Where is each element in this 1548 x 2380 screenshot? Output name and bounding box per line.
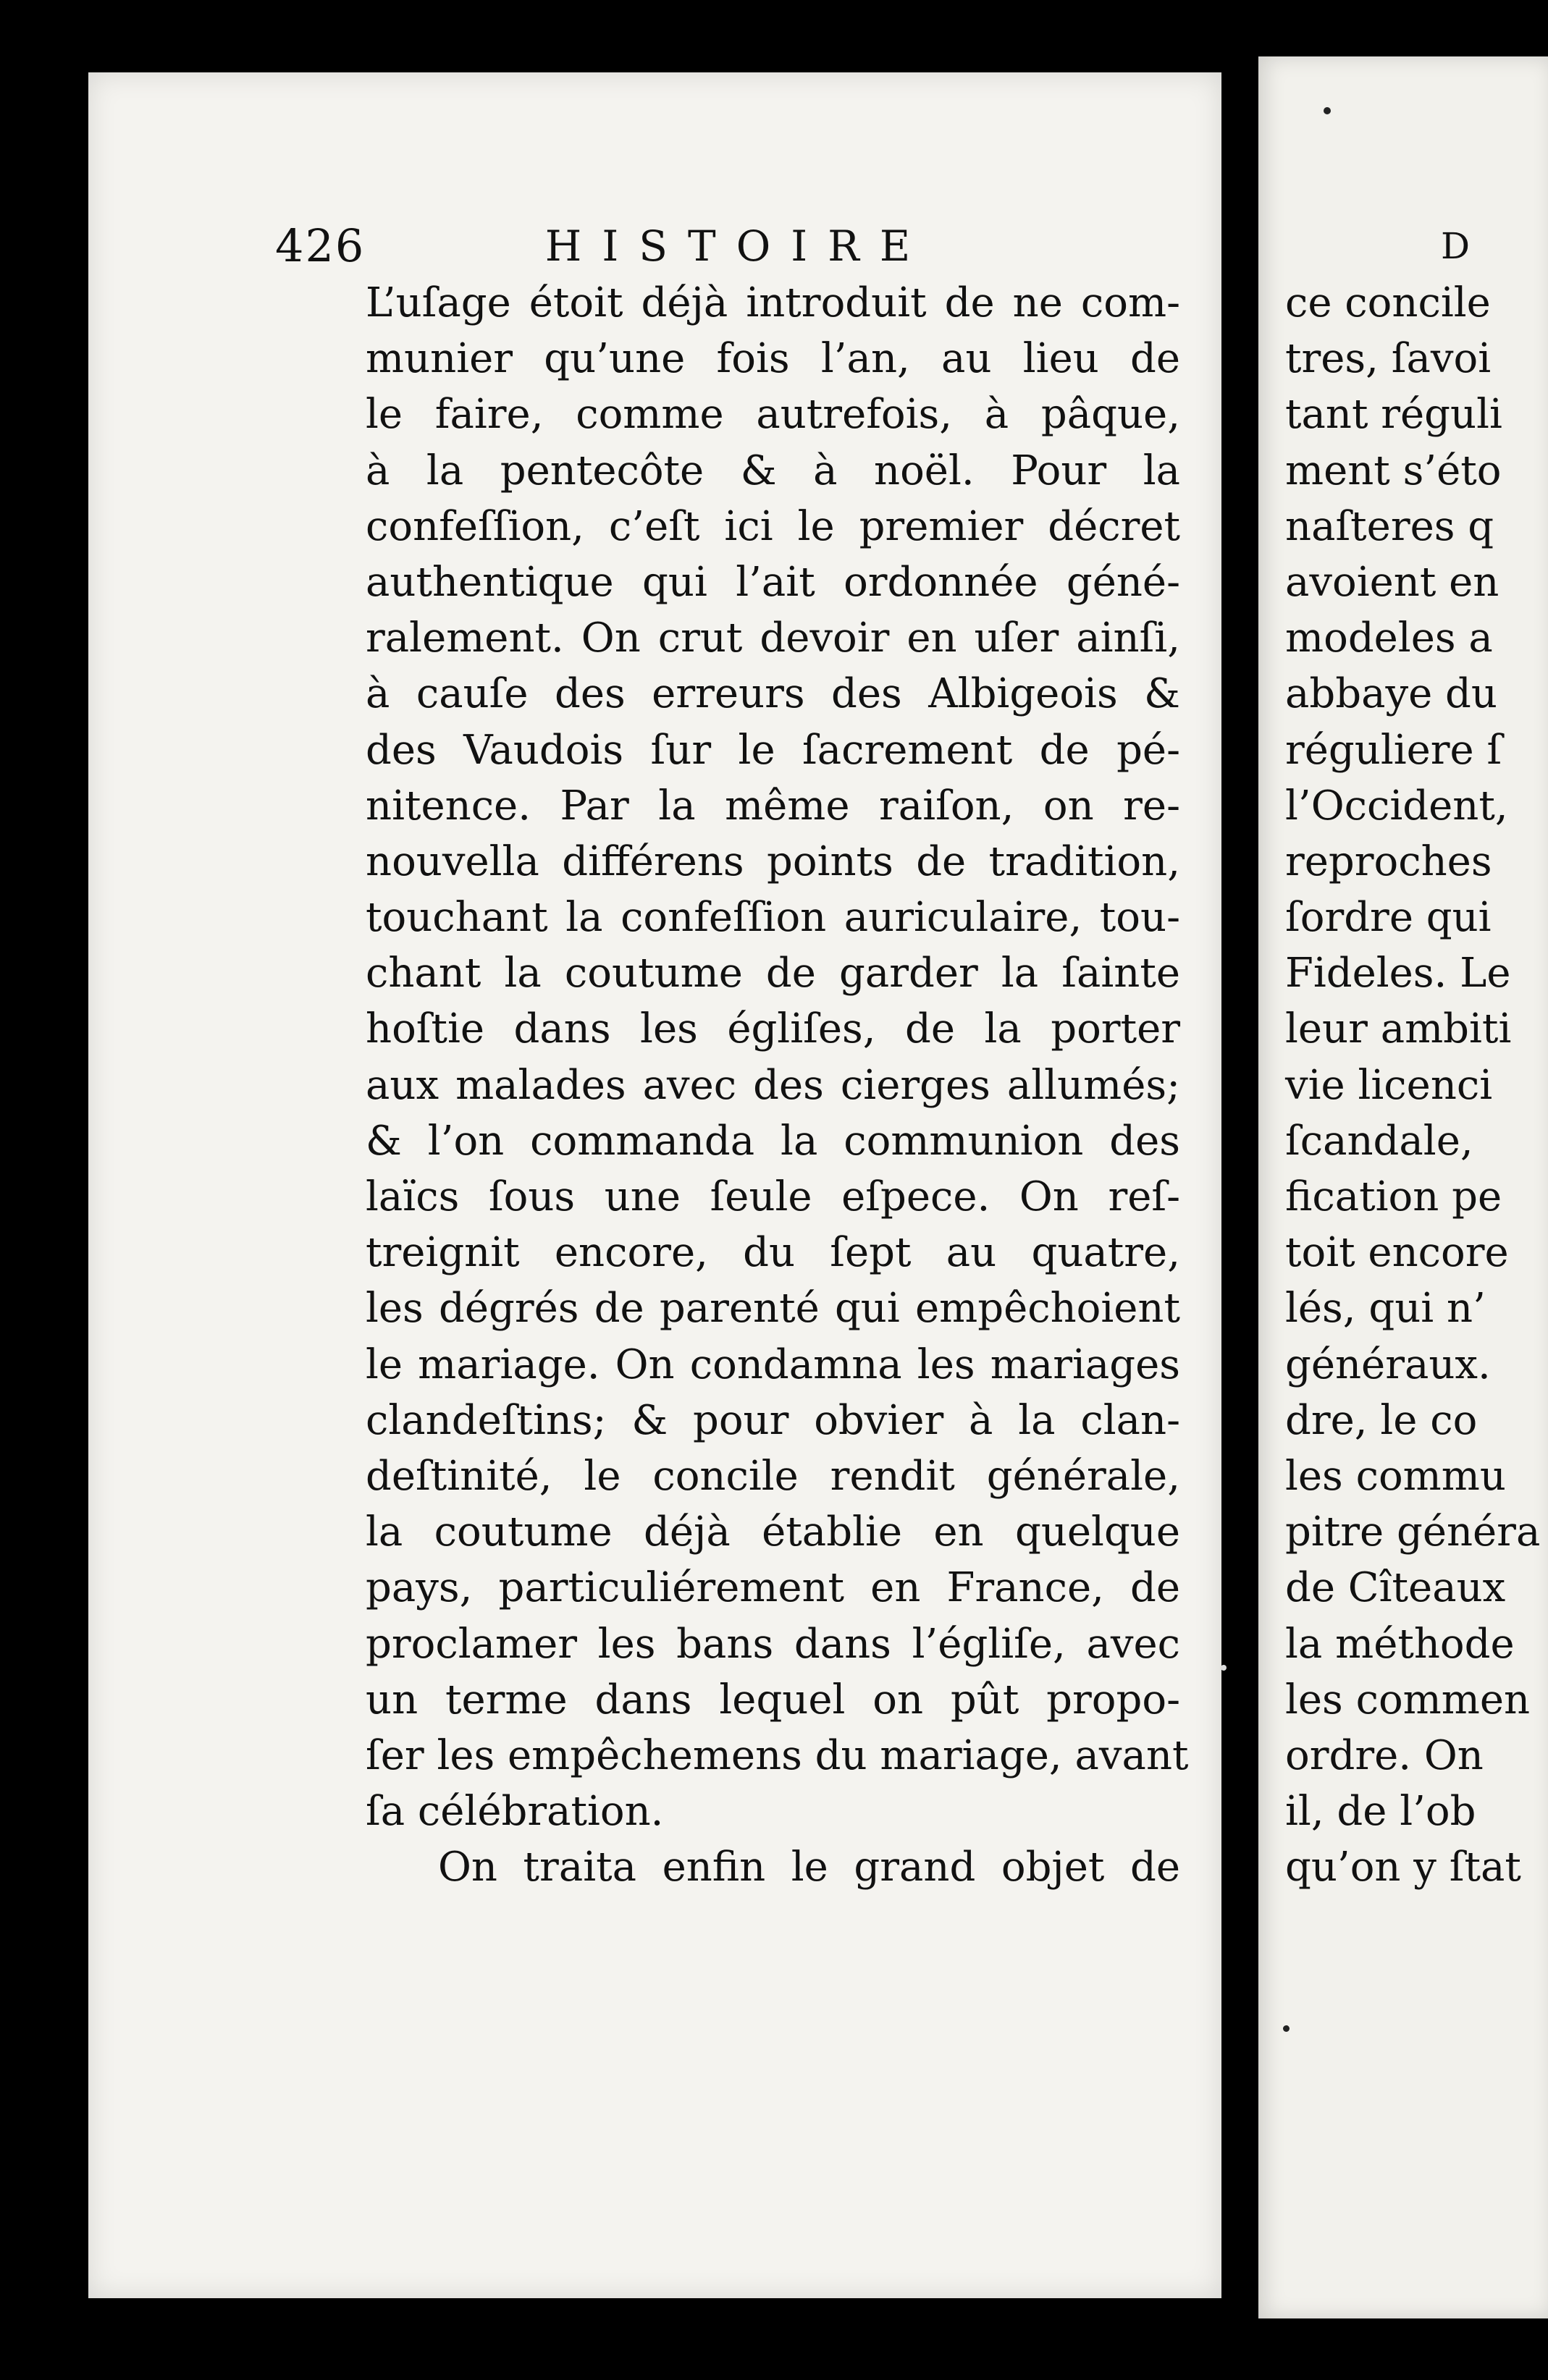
text-line: laïcs ſous une ſeule eſpece. On reſ- xyxy=(366,1173,1180,1220)
right-page-body xyxy=(1285,275,1546,1895)
text-line: lés, qui n’ xyxy=(1285,1285,1486,1333)
text-line: le mariage. On condamna les mariages xyxy=(366,1341,1180,1388)
text-line: de Cîteaux xyxy=(1285,1564,1506,1612)
text-line: la coutume déjà établie en quelque xyxy=(366,1508,1180,1556)
text-line: vie licenci xyxy=(1285,1061,1493,1109)
text-line: à cauſe des erreurs des Albigeois & xyxy=(366,670,1180,718)
text-line: toit encore xyxy=(1285,1229,1509,1277)
text-line: authentique qui l’ait ordonnée géné- xyxy=(366,558,1180,606)
ink-speck xyxy=(1283,2025,1290,2032)
text-line: leur ambiti xyxy=(1285,1005,1512,1053)
ink-speck xyxy=(1324,107,1331,114)
ink-speck xyxy=(1221,1665,1227,1671)
text-line: proclamer les bans dans l’égliſe, avec xyxy=(366,1620,1180,1668)
text-line: ſa célébration. xyxy=(366,1788,664,1836)
text-line: reproches xyxy=(1285,837,1492,885)
text-line: la méthode xyxy=(1285,1620,1515,1668)
page-number: 426 xyxy=(275,219,366,272)
text-line: abbaye du xyxy=(1285,670,1497,718)
text-line: des Vaudois ſur le ſacrement de pé- xyxy=(366,726,1180,774)
text-line: nouvella différens points de tradition, xyxy=(366,837,1180,885)
text-line: fication pe xyxy=(1285,1173,1502,1220)
text-line: ralement. On crut devoir en uſer ainſi, xyxy=(366,615,1180,662)
text-line: les dégrés de parenté qui empêchoient xyxy=(366,1285,1180,1333)
text-line: touchant la confeſſion auriculaire, tou- xyxy=(366,894,1180,942)
text-line: les commu xyxy=(1285,1452,1506,1500)
text-line: chant la coutume de garder la ſainte xyxy=(366,950,1180,997)
left-page-body xyxy=(366,275,1189,1895)
text-line: ſer les empêchemens du mariage, avant xyxy=(366,1731,1189,1779)
text-line: pays, particuliérement en France, de xyxy=(366,1564,1180,1612)
text-line: réguliere ſ xyxy=(1285,726,1502,774)
text-line: l’Occident, xyxy=(1285,782,1508,830)
text-line: & l’on commanda la communion des xyxy=(366,1117,1180,1165)
text-line: L’uſage étoit déjà introduit de ne com- xyxy=(366,279,1180,326)
running-title: HISTOIRE xyxy=(544,221,931,271)
right-page-header: D xyxy=(1441,225,1484,267)
text-line: pitre généra xyxy=(1285,1508,1541,1556)
text-line: aux malades avec des cierges allumés; xyxy=(366,1061,1180,1109)
text-line: treignit encore, du ſept au quatre, xyxy=(366,1229,1180,1277)
text-line: il, de l’ob xyxy=(1285,1788,1476,1836)
text-line: à la pentecôte & à noël. Pour la xyxy=(366,447,1180,494)
text-line: les commen xyxy=(1285,1676,1531,1723)
text-line: tant réguli xyxy=(1285,391,1502,439)
text-line: tres, ſavoi xyxy=(1285,335,1492,383)
text-line: confeſſion, c’eſt ici le premier décret xyxy=(366,502,1180,550)
paragraph-start-line: On traita enfin le grand objet de xyxy=(438,1844,1180,1891)
text-line: naſteres q xyxy=(1285,502,1494,550)
text-line: ce concile xyxy=(1285,279,1491,326)
left-page-header xyxy=(275,217,1180,275)
text-line: clandeſtins; & pour obvier à la clan- xyxy=(366,1396,1180,1444)
text-line: nitence. Par la même raiſon, on re- xyxy=(366,782,1180,830)
text-line: munier qu’une fois l’an, au lieu de xyxy=(366,335,1180,383)
text-line: ſordre qui xyxy=(1285,894,1492,942)
text-line: ſcandale, xyxy=(1285,1117,1473,1165)
text-line: Fideles. Le xyxy=(1285,950,1511,997)
text-line: hoſtie dans les égliſes, de la porter xyxy=(366,1005,1180,1053)
text-line: un terme dans lequel on pût propo- xyxy=(366,1676,1180,1723)
text-line: ordre. On xyxy=(1285,1731,1484,1779)
text-line: avoient en xyxy=(1285,558,1499,606)
text-line: ment s’éto xyxy=(1285,447,1502,494)
text-line: dre, le co xyxy=(1285,1396,1478,1444)
text-line: qu’on y ſtat xyxy=(1285,1844,1521,1891)
text-line: modeles a xyxy=(1285,615,1493,662)
text-line: généraux. xyxy=(1285,1341,1491,1388)
text-line: le faire, comme autrefois, à pâque, xyxy=(366,391,1180,439)
text-line: deſtinité, le concile rendit générale, xyxy=(366,1452,1180,1500)
